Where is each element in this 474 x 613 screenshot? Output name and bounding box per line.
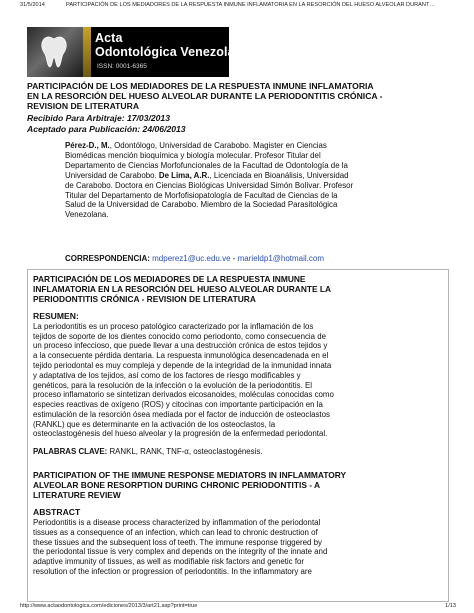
resumen-line: La periodontitis es un proceso patológico caracterizado por la inflamación de los [33, 321, 314, 331]
author-line-text: , Odontólogo, Universidad de Carabobo. Magister en Ciencias [109, 141, 327, 150]
resumen-heading: RESUMEN: [33, 310, 79, 321]
journal-issn: ISSN: 0001-6365 [97, 63, 147, 70]
author-name: Pérez-D., M. [65, 141, 110, 150]
english-title-line: PARTICIPATION OF THE IMMUNE RESPONSE MEDIATORS IN INFLAMMATORY [33, 470, 347, 481]
article-title-line: PARTICIPACIÓN DE LOS MEDIADORES DE LA RESPUESTA INMUNE INFLAMATORIA [27, 81, 374, 91]
author-line: de Carabobo. Doctora en Ciencias Biológicas Universidad Simón Bolívar. Profesor [65, 180, 354, 190]
logo-mark [27, 27, 83, 77]
author-line [65, 141, 457, 151]
correspondence [65, 254, 457, 263]
abstract-line: resolution of the infection or progression of periodontitis. In the inflammatory are [33, 566, 312, 576]
print-date: 31/5/2014 [20, 2, 45, 8]
resumen-line: (RANKL) que es determinante en la activación de los osteoclastos, la [33, 419, 276, 429]
article-title-line: EN LA RESORCIÓN DEL HUESO ALVEOLAR DURANTE LA PERIODONTITIS CRÓNICA - [27, 91, 383, 102]
journal-name-line1: Acta [95, 31, 123, 45]
abstract-box [27, 269, 449, 602]
author-line: Biomédicas mención bioquímica y biología molecular. Profesor Titular del [65, 150, 321, 160]
print-page-title: PARTICIPACIÓN DE LOS MEDIADORES DE LA RESPUESTA INMUNE INFLAMATORIA EN LA RESORCIÓN DEL HUESO ALVEOLAR DURANT… [66, 2, 435, 8]
author-line: Venezolana. [65, 210, 109, 220]
abstract-line: tissues as a consequence of an infection, which can lead to chronic destruction of [33, 527, 318, 537]
journal-name-line2: Odontológica Venezolana [95, 45, 250, 59]
resumen-line: y adaptativa de los tejidos, así como de los factores de riesgo modificables y [33, 370, 301, 380]
abstract-line: Periodontitis is a disease process characterized by inflammation of the periodontal [33, 518, 321, 527]
resumen-line: proceso inflamatorio se sintetizan derivados eicosanoides, moléculas conocidas como [33, 390, 334, 400]
resumen-line: a la consecuente pérdida dentaria. La respuesta inmunológica desencadenada en el [33, 351, 329, 361]
accepted-date: Aceptado para Publicación: 24/06/2013 [27, 123, 186, 134]
correspondence-label: CORRESPONDENCIA: [65, 254, 150, 263]
spanish-title-line: PARTICIPACIÓN DE LOS MEDIADORES DE LA RESPUESTA INMUNE [33, 274, 306, 284]
author-name: De Lima, A.R. [158, 170, 210, 180]
spanish-title [33, 275, 441, 305]
english-title-line: LITERATURE REVIEW [33, 490, 121, 501]
author-line [65, 171, 457, 181]
abstract-line: these tissues and the subsequent loss of teeth. The immune response triggered by [33, 537, 322, 547]
abstract-line: the periodontal tissue is very complex and depends on the integrity of the innate and [33, 547, 328, 557]
abstract-heading: ABSTRACT [33, 507, 81, 517]
resumen-line: tejidos de soporte de los dientes conocido como periodonto, como consecuencia de [33, 331, 327, 341]
author-line-text: , Licenciada en Bioanálisis, Universidad [209, 170, 349, 180]
received-date: Recibido Para Arbitraje: 17/03/2013 [27, 113, 170, 123]
resumen-line: estimulación de la resorción ósea mediada por el factor de inducción de osteoclastos [33, 409, 330, 419]
print-header [6, 2, 468, 12]
author-affiliations [65, 141, 457, 220]
resumen-text [33, 322, 441, 440]
keywords-label: PALABRAS CLAVE: [33, 447, 108, 457]
english-title [33, 471, 441, 501]
author-line: Salud de la Universidad de Carabobo. Miembro de la Sociedad Parasitológica [65, 200, 338, 210]
journal-banner[interactable] [27, 27, 250, 77]
resumen-line: osteoclastogénesis del hueso alveolar y la progresión de la enfermedad periodontal. [33, 429, 328, 439]
abstract-box-content [33, 275, 441, 577]
keywords-es [33, 447, 441, 457]
email-link-secondary[interactable]: marieldp1@hotmail.com [237, 254, 325, 263]
email-separator: - [230, 254, 238, 263]
article-dates [27, 113, 447, 134]
resumen-line: tejido periodontal es muy compleja y depende de la integridad de la inmunidad innata [33, 360, 332, 370]
tooth-logo-icon [39, 35, 69, 69]
abstract-text [33, 518, 441, 577]
email-link-primary[interactable]: mdperez1@uc.edu.ve [152, 254, 231, 263]
english-title-line: ALVEOLAR BONE RESORPTION DURING CHRONIC PERIODONTITIS - A [33, 480, 321, 491]
banner-accent-bar [83, 27, 91, 77]
page-number: 1/13 [445, 603, 456, 609]
print-footer [20, 603, 456, 612]
print-url: http://www.actaodontologica.com/ediciones/2013/3/art21.asp?print=true [20, 603, 198, 609]
resumen-line: genéticos, para la resolución de la infección o la evolución de la periodontitis. El [33, 380, 312, 390]
resumen-line: especies reactivas de oxígeno (ROS) y citocinas con importante participación en la [33, 400, 323, 410]
article-title [27, 81, 447, 112]
author-line: Departamento de Ciencias Morfofuncionales de la Facultad de Odontología de la [65, 160, 348, 170]
article-title-line: REVISION DE LITERATURA [27, 101, 140, 112]
resumen-line: un proceso infeccioso, que puede llevar a una destrucción crónica de estos tejidos y [33, 341, 328, 351]
spanish-title-line: INFLAMATORIA EN LA RESORCIÓN DEL HUESO ALVEOLAR DURANTE LA [33, 283, 332, 294]
abstract-line: adaptive immunity of tissues, as well as modifiable risk factors and genetic for [33, 557, 305, 567]
keywords-values: RANKL, RANK, TNF-α, osteoclastogénesis. [109, 447, 263, 457]
author-line: Titular del Departamento de Morfofisiopatología de Facultad de Ciencias de la [65, 190, 338, 200]
author-line-text: Universidad de Carabobo. [65, 170, 159, 180]
spanish-title-line: PERIODONTITIS CRÓNICA - REVISION DE LITERATURA [33, 293, 256, 304]
